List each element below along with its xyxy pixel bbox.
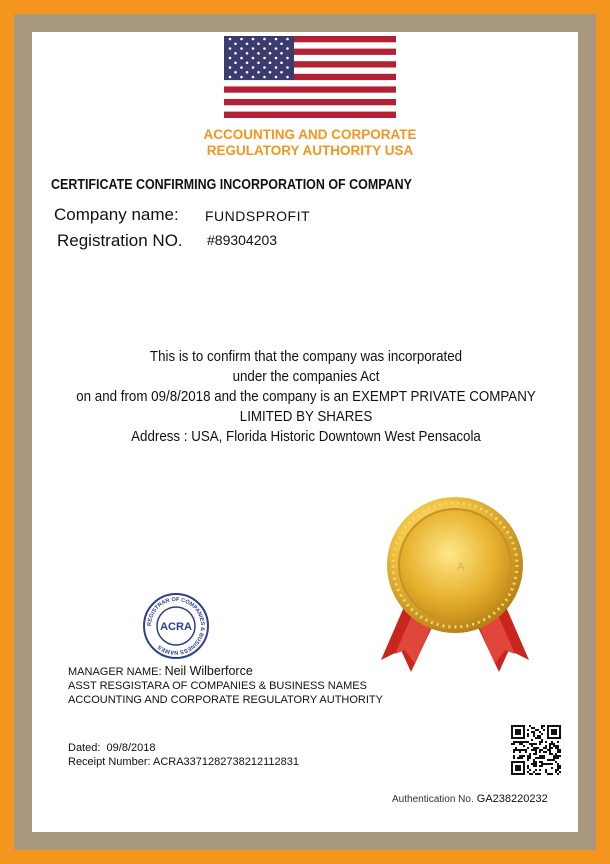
receipt-value: ACRA3371282738212112831 (153, 756, 299, 768)
manager-block (68, 664, 383, 707)
acra-stamp-icon (142, 592, 210, 660)
dated-value: 09/8/2018 (106, 742, 156, 754)
authority-name (150, 127, 470, 159)
body-line-3: on and from 09/8/2018 and the company is an EXEMPT PRIVATE COMPANY (76, 389, 536, 405)
body-line-1: This is to confirm that the company was incorporated (149, 349, 463, 365)
company-name-label: Company name: (54, 205, 179, 224)
body-line-5: Address : USA, Florida Historic Downtown West Pensacola (131, 429, 481, 445)
authority-line-1: ACCOUNTING AND CORPORATE (203, 127, 417, 142)
manager-title-line-2: ACCOUNTING AND CORPORATE REGULATORY AUTHORITY (68, 694, 383, 706)
seal-text: A (457, 561, 465, 573)
stamp-center-text: ACRA (160, 621, 192, 633)
gold-seal-icon (375, 490, 535, 680)
manager-name: Neil Wilberforce (164, 664, 253, 678)
manager-title-line-1: ASST RESGISTARA OF COMPANIES & BUSINESS NAMES (68, 680, 367, 692)
registration-label: Registration NO. (57, 231, 183, 250)
dated-block (68, 741, 299, 769)
registration-value: #89304203 (207, 232, 278, 248)
authentication-value: GA238220232 (476, 793, 548, 805)
company-name-value: FUNDSPROFIT (205, 208, 311, 224)
manager-label: MANAGER NAME: (68, 666, 162, 678)
us-flag-icon (224, 36, 396, 118)
body-line-4: LIMITED BY SHARES (239, 409, 373, 425)
authority-line-2: REGULATORY AUTHORITY USA (206, 143, 414, 158)
dated-label: Dated: (68, 742, 101, 754)
authentication-block (392, 793, 548, 805)
receipt-label: Receipt Number: (68, 756, 151, 768)
stamp-ring-text: REGISTRAR OF COMPANIES & BUSINESS NAMES (146, 596, 206, 656)
certificate-title: CERTIFICATE CONFIRMING INCORPORATION OF COMPANY (51, 177, 412, 193)
body-line-2: under the companies Act (232, 369, 380, 385)
authentication-label: Authentication No. (392, 794, 474, 805)
qr-code-icon (511, 725, 561, 775)
certificate-body (40, 347, 572, 447)
